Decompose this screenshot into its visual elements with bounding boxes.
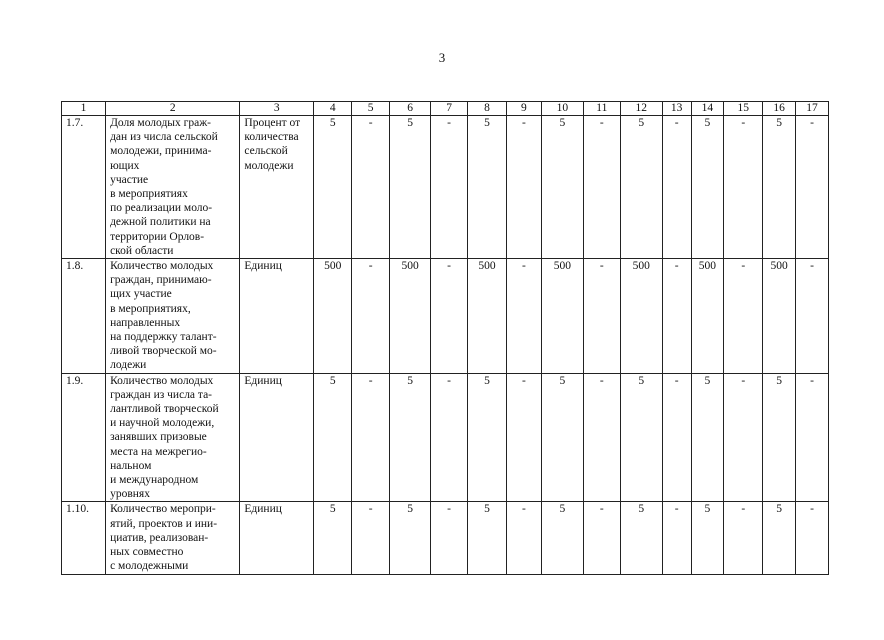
value-cell: 5 (691, 502, 724, 574)
unit-line: молодежи (244, 159, 294, 172)
indicator-name-line: в мероприятиях, (110, 302, 191, 315)
header-cell: 3 (240, 102, 314, 116)
value-cell: - (506, 373, 541, 502)
indicator-name-line: занявших призовые (110, 431, 207, 444)
row-indicator-name (106, 502, 240, 574)
row-indicator-name (106, 259, 240, 374)
value-cell: - (352, 259, 390, 374)
value-cell: 5 (541, 502, 583, 574)
unit-line: Единиц (244, 374, 282, 387)
indicator-name-line: ливой творческой мо- (110, 345, 217, 358)
value-cell: 5 (763, 116, 796, 259)
table-row (62, 373, 829, 502)
unit-line: Единиц (244, 503, 282, 516)
indicator-name-line: нальном (110, 459, 152, 472)
indicator-name-line: участие (110, 173, 149, 186)
unit-line: Единиц (244, 260, 282, 273)
value-cell: 5 (763, 373, 796, 502)
indicators-table (61, 101, 829, 575)
value-cell: - (662, 502, 691, 574)
value-cell: - (724, 373, 763, 502)
value-cell: 500 (390, 259, 431, 374)
table-row (62, 502, 829, 574)
indicator-name-line: граждан из числа та- (110, 388, 213, 401)
header-cell: 4 (314, 102, 352, 116)
value-cell: - (583, 116, 620, 259)
value-cell: 5 (390, 373, 431, 502)
value-cell: - (506, 259, 541, 374)
value-cell: - (431, 373, 468, 502)
indicator-name-line: ятий, проектов и ини- (110, 517, 218, 530)
indicator-name-line: в мероприятиях (110, 188, 188, 201)
header-cell: 15 (724, 102, 763, 116)
indicator-name-line: молодежи, принима- (110, 145, 212, 158)
table-row (62, 259, 829, 374)
value-cell: - (796, 373, 829, 502)
value-cell: 5 (314, 502, 352, 574)
row-indicator-name (106, 116, 240, 259)
value-cell: - (431, 502, 468, 574)
header-row (62, 102, 829, 116)
header-cell: 9 (506, 102, 541, 116)
indicator-name-line: по реализации моло- (110, 202, 213, 215)
header-cell: 14 (691, 102, 724, 116)
indicator-name-line: Доля молодых граж- (110, 117, 212, 129)
unit-line: сельской (244, 145, 288, 158)
indicator-name-line: граждан, принимаю- (110, 274, 212, 287)
value-cell: 500 (620, 259, 662, 374)
value-cell: - (662, 259, 691, 374)
header-cell: 5 (352, 102, 390, 116)
header-cell: 17 (796, 102, 829, 116)
indicator-name-line: Количество молодых (110, 260, 214, 273)
indicator-name-line: ской области (110, 244, 174, 257)
header-cell: 16 (763, 102, 796, 116)
value-cell: - (796, 502, 829, 574)
row-unit (240, 116, 314, 259)
value-cell: 5 (691, 116, 724, 259)
indicator-name-line: территории Орлов- (110, 230, 205, 243)
value-cell: - (662, 373, 691, 502)
value-cell: 500 (763, 259, 796, 374)
value-cell: - (724, 116, 763, 259)
value-cell: 5 (314, 116, 352, 259)
value-cell: - (431, 116, 468, 259)
indicator-name-line: циатив, реализован- (110, 531, 209, 544)
value-cell: - (724, 502, 763, 574)
value-cell: - (506, 502, 541, 574)
value-cell: 500 (468, 259, 507, 374)
unit-line: Процент от (244, 117, 301, 129)
value-cell: - (431, 259, 468, 374)
indicator-name-line: дан из числа сельской (110, 131, 218, 144)
table-row (62, 116, 829, 259)
header-cell: 7 (431, 102, 468, 116)
indicator-name-line: и научной молодежи, (110, 417, 215, 430)
indicator-name-line: ющих (110, 159, 140, 172)
value-cell: - (506, 116, 541, 259)
indicator-name-line: Количество меропри- (110, 503, 216, 516)
indicator-name-line: направленных (110, 316, 181, 329)
value-cell: 5 (541, 373, 583, 502)
indicator-name-line: на поддержку талант- (110, 331, 217, 344)
value-cell: - (796, 259, 829, 374)
header-cell: 1 (62, 102, 106, 116)
value-cell: - (352, 502, 390, 574)
indicator-name-line: места на межрегио- (110, 445, 207, 458)
unit-line: количества (244, 131, 299, 144)
value-cell: 5 (620, 373, 662, 502)
value-cell: 5 (468, 116, 507, 259)
indicator-name-line: лодежи (110, 359, 147, 372)
indicator-name-line: ных совместно (110, 546, 184, 559)
value-cell: 500 (691, 259, 724, 374)
value-cell: 500 (541, 259, 583, 374)
header-cell: 11 (583, 102, 620, 116)
value-cell: 5 (691, 373, 724, 502)
value-cell: 5 (468, 373, 507, 502)
row-unit (240, 502, 314, 574)
indicator-name-line: и международном (110, 474, 199, 487)
header-cell: 12 (620, 102, 662, 116)
indicator-name-line: уровнях (110, 488, 150, 501)
row-unit (240, 373, 314, 502)
value-cell: - (724, 259, 763, 374)
header-cell: 8 (468, 102, 507, 116)
row-code: 1.8. (62, 259, 106, 374)
indicator-name-line: с молодежными (110, 560, 189, 573)
header-cell: 2 (106, 102, 240, 116)
header-cell: 10 (541, 102, 583, 116)
value-cell: - (583, 502, 620, 574)
value-cell: - (352, 116, 390, 259)
value-cell: 500 (314, 259, 352, 374)
value-cell: 5 (314, 373, 352, 502)
value-cell: 5 (468, 502, 507, 574)
value-cell: 5 (541, 116, 583, 259)
value-cell: - (583, 259, 620, 374)
value-cell: - (583, 373, 620, 502)
row-code: 1.9. (62, 373, 106, 502)
row-code: 1.10. (62, 502, 106, 574)
value-cell: - (352, 373, 390, 502)
indicator-name-line: щих участие (110, 288, 172, 301)
value-cell: 5 (763, 502, 796, 574)
indicator-name-line: дежной политики на (110, 216, 211, 229)
row-code: 1.7. (62, 116, 106, 259)
value-cell: 5 (620, 116, 662, 259)
value-cell: 5 (390, 116, 431, 259)
indicator-name-line: лантливой творческой (110, 403, 219, 416)
value-cell: - (662, 116, 691, 259)
row-unit (240, 259, 314, 374)
header-cell: 6 (390, 102, 431, 116)
value-cell: 5 (390, 502, 431, 574)
header-cell: 13 (662, 102, 691, 116)
row-indicator-name (106, 373, 240, 502)
value-cell: - (796, 116, 829, 259)
page-number: 3 (438, 50, 446, 65)
indicator-name-line: Количество молодых (110, 374, 214, 387)
value-cell: 5 (620, 502, 662, 574)
